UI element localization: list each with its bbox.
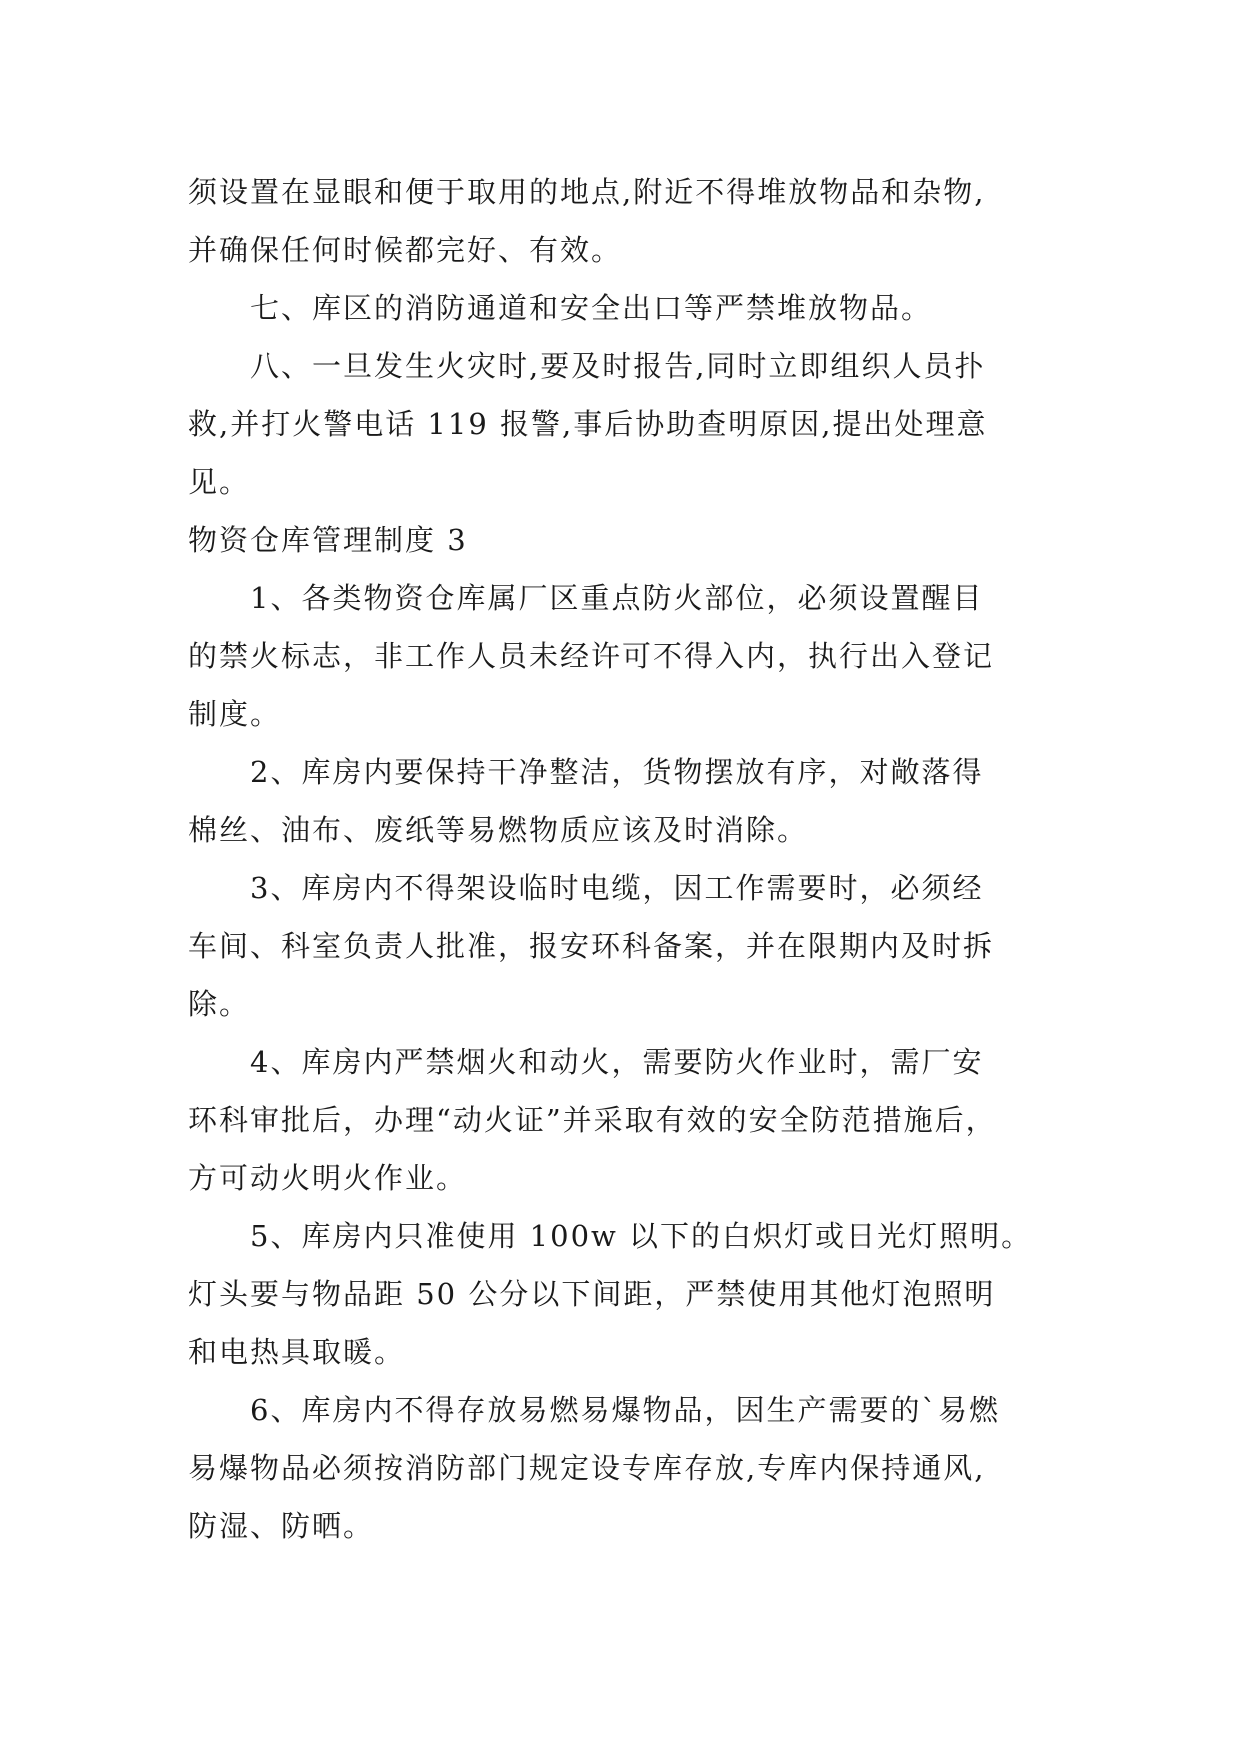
rule-5-line: 5、库房内只准使用 100w 以下的白炽灯或日光灯照明。 bbox=[250, 1219, 1033, 1253]
body-line: 方可动火明火作业。 bbox=[188, 1161, 468, 1195]
body-line: 除。 bbox=[188, 987, 251, 1021]
rule-6-line: 6、库房内不得存放易燃易爆物品，因生产需要的`易燃 bbox=[250, 1393, 1000, 1427]
body-line: 须设置在显眼和便于取用的地点,附近不得堆放物品和杂物, bbox=[188, 175, 986, 209]
body-line: 防湿、防晒。 bbox=[188, 1509, 375, 1543]
rule-2-line: 2、库房内要保持干净整洁，货物摆放有序，对敞落得 bbox=[250, 755, 984, 789]
clause-eight-line: 八、一旦发生火灾时,要及时报告,同时立即组织人员扑 bbox=[250, 349, 986, 383]
body-line: 灯头要与物品距 50 公分以下间距，严禁使用其他灯泡照明 bbox=[188, 1277, 996, 1311]
body-line: 环科审批后，办理“动火证”并采取有效的安全防范措施后， bbox=[188, 1103, 997, 1137]
clause-seven-line: 七、库区的消防通道和安全出口等严禁堆放物品。 bbox=[250, 291, 933, 325]
body-line: 救,并打火警电话 119 报警,事后协助查明原因,提出处理意 bbox=[188, 407, 988, 441]
body-line: 制度。 bbox=[188, 697, 282, 731]
section-heading: 物资仓库管理制度 3 bbox=[188, 523, 468, 557]
body-line: 易爆物品必须按消防部门规定设专库存放,专库内保持通风, bbox=[188, 1451, 986, 1485]
body-line: 的禁火标志，非工作人员未经许可不得入内，执行出入登记 bbox=[188, 639, 995, 673]
body-line: 见。 bbox=[188, 465, 251, 499]
rule-4-line: 4、库房内严禁烟火和动火，需要防火作业时，需厂安 bbox=[250, 1045, 984, 1079]
document-body bbox=[188, 163, 1058, 1555]
body-line: 车间、科室负责人批准，报安环科备案，并在限期内及时拆 bbox=[188, 929, 995, 963]
rule-1-line: 1、各类物资仓库属厂区重点防火部位，必须设置醒目 bbox=[250, 581, 984, 615]
body-line: 棉丝、油布、废纸等易燃物质应该及时消除。 bbox=[188, 813, 809, 847]
body-line: 并确保任何时候都完好、有效。 bbox=[188, 233, 623, 267]
rule-3-line: 3、库房内不得架设临时电缆，因工作需要时，必须经 bbox=[250, 871, 984, 905]
body-line: 和电热具取暖。 bbox=[188, 1335, 406, 1369]
